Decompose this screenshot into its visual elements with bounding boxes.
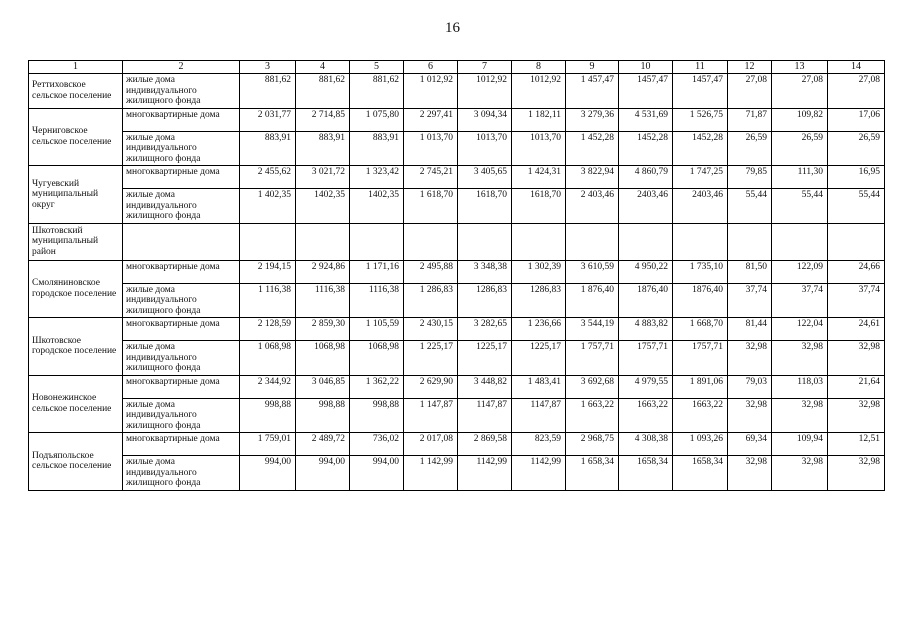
value-cell: 1286,83: [458, 283, 512, 318]
value-cell: 2 924,86: [296, 260, 350, 283]
value-cell: 1 658,34: [566, 456, 619, 491]
value-cell: 1013,70: [512, 131, 566, 166]
value-cell: 1457,47: [619, 74, 673, 109]
value-cell: 883,91: [296, 131, 350, 166]
value-cell: 1 012,92: [404, 74, 458, 109]
value-cell: [512, 223, 566, 260]
value-cell: 1 116,38: [240, 283, 296, 318]
settlement-name: Шкотовский муниципальный район: [29, 223, 123, 260]
table-row: [29, 341, 885, 376]
value-cell: 881,62: [296, 74, 350, 109]
value-cell: 1658,34: [673, 456, 728, 491]
value-cell: 81,50: [728, 260, 772, 283]
value-cell: 1 757,71: [566, 341, 619, 376]
settlement-name: Реттиховское сельское поселение: [29, 74, 123, 109]
value-cell: 881,62: [240, 74, 296, 109]
value-cell: 1 286,83: [404, 283, 458, 318]
value-cell: 2 859,30: [296, 318, 350, 341]
value-cell: 1876,40: [619, 283, 673, 318]
value-cell: 1 876,40: [566, 283, 619, 318]
value-cell: 1 302,39: [512, 260, 566, 283]
value-cell: 4 531,69: [619, 108, 673, 131]
value-cell: 1068,98: [350, 341, 404, 376]
value-cell: 2 745,21: [404, 166, 458, 189]
value-cell: 1 663,22: [566, 398, 619, 433]
value-cell: 1 105,59: [350, 318, 404, 341]
value-cell: 1452,28: [619, 131, 673, 166]
value-cell: 2 430,15: [404, 318, 458, 341]
housing-type: жилые дома индивидуального жилищного фонда: [123, 131, 240, 166]
value-cell: 21,64: [828, 375, 885, 398]
housing-type: жилые дома индивидуального жилищного фонда: [123, 341, 240, 376]
value-cell: 1 013,70: [404, 131, 458, 166]
value-cell: 32,98: [772, 398, 828, 433]
column-number-row: [29, 61, 885, 74]
table-row: [29, 223, 885, 260]
value-cell: 55,44: [728, 189, 772, 224]
value-cell: [772, 223, 828, 260]
value-cell: 1 483,41: [512, 375, 566, 398]
value-cell: 1147,87: [458, 398, 512, 433]
value-cell: 3 282,65: [458, 318, 512, 341]
table-row: [29, 74, 885, 109]
value-cell: 3 021,72: [296, 166, 350, 189]
value-cell: 1012,92: [458, 74, 512, 109]
settlement-name: Новонежинское сельское поселение: [29, 375, 123, 433]
value-cell: [240, 223, 296, 260]
table-row: [29, 108, 885, 131]
column-number: 11: [673, 61, 728, 74]
value-cell: 1618,70: [458, 189, 512, 224]
page-number: 16: [445, 20, 460, 36]
value-cell: 2403,46: [619, 189, 673, 224]
value-cell: 2 344,92: [240, 375, 296, 398]
column-number: 14: [828, 61, 885, 74]
housing-type: жилые дома индивидуального жилищного фонда: [123, 398, 240, 433]
settlement-name: Чугуевский муниципальный округ: [29, 166, 123, 224]
value-cell: 26,59: [728, 131, 772, 166]
value-cell: 27,08: [728, 74, 772, 109]
value-cell: 1452,28: [673, 131, 728, 166]
value-cell: 1 759,01: [240, 433, 296, 456]
settlement-name: Смоляниновское городское поселение: [29, 260, 123, 318]
table-row: [29, 260, 885, 283]
value-cell: 1663,22: [619, 398, 673, 433]
value-cell: 1618,70: [512, 189, 566, 224]
value-cell: 823,59: [512, 433, 566, 456]
value-cell: 4 950,22: [619, 260, 673, 283]
housing-type: жилые дома индивидуального жилищного фонда: [123, 283, 240, 318]
table-row: [29, 433, 885, 456]
housing-type: многоквартирные дома: [123, 318, 240, 341]
value-cell: 2 017,08: [404, 433, 458, 456]
value-cell: 1757,71: [619, 341, 673, 376]
column-number: 5: [350, 61, 404, 74]
value-cell: 1116,38: [350, 283, 404, 318]
value-cell: 32,98: [772, 456, 828, 491]
value-cell: 3 822,94: [566, 166, 619, 189]
value-cell: 26,59: [772, 131, 828, 166]
value-cell: 3 405,65: [458, 166, 512, 189]
value-cell: [828, 223, 885, 260]
housing-type: жилые дома индивидуального жилищного фонда: [123, 189, 240, 224]
value-cell: 736,02: [350, 433, 404, 456]
value-cell: 1402,35: [296, 189, 350, 224]
tariff-table: [28, 60, 885, 491]
value-cell: 1142,99: [512, 456, 566, 491]
value-cell: [673, 223, 728, 260]
value-cell: 1116,38: [296, 283, 350, 318]
value-cell: 3 046,85: [296, 375, 350, 398]
value-cell: 1 225,17: [404, 341, 458, 376]
column-number: 1: [29, 61, 123, 74]
value-cell: 3 692,68: [566, 375, 619, 398]
housing-type: многоквартирные дома: [123, 375, 240, 398]
value-cell: 1 093,26: [673, 433, 728, 456]
settlement-name: Подъяпольское сельское поселение: [29, 433, 123, 491]
value-cell: 122,09: [772, 260, 828, 283]
value-cell: 111,30: [772, 166, 828, 189]
value-cell: 27,08: [828, 74, 885, 109]
value-cell: 881,62: [350, 74, 404, 109]
value-cell: 994,00: [350, 456, 404, 491]
value-cell: 32,98: [828, 398, 885, 433]
value-cell: 1013,70: [458, 131, 512, 166]
value-cell: [404, 223, 458, 260]
value-cell: 4 860,79: [619, 166, 673, 189]
column-number: 12: [728, 61, 772, 74]
value-cell: 1 891,06: [673, 375, 728, 398]
value-cell: 32,98: [728, 398, 772, 433]
value-cell: 71,87: [728, 108, 772, 131]
value-cell: 16,95: [828, 166, 885, 189]
housing-type: жилые дома индивидуального жилищного фонда: [123, 74, 240, 109]
value-cell: 1142,99: [458, 456, 512, 491]
value-cell: 1457,47: [673, 74, 728, 109]
column-number: 8: [512, 61, 566, 74]
value-cell: 55,44: [828, 189, 885, 224]
value-cell: 37,74: [772, 283, 828, 318]
value-cell: 122,04: [772, 318, 828, 341]
value-cell: 3 448,82: [458, 375, 512, 398]
value-cell: 2 194,15: [240, 260, 296, 283]
value-cell: 79,03: [728, 375, 772, 398]
column-number: 13: [772, 61, 828, 74]
value-cell: 2 714,85: [296, 108, 350, 131]
value-cell: 2 495,88: [404, 260, 458, 283]
value-cell: 1 075,80: [350, 108, 404, 131]
value-cell: 4 979,55: [619, 375, 673, 398]
value-cell: [296, 223, 350, 260]
table-row: [29, 283, 885, 318]
column-number: 6: [404, 61, 458, 74]
value-cell: 1 424,31: [512, 166, 566, 189]
value-cell: 2 489,72: [296, 433, 350, 456]
value-cell: 1286,83: [512, 283, 566, 318]
settlement-name: Черниговское сельское поселение: [29, 108, 123, 166]
table-row: [29, 131, 885, 166]
value-cell: 3 094,34: [458, 108, 512, 131]
housing-type: многоквартирные дома: [123, 260, 240, 283]
value-cell: 24,61: [828, 318, 885, 341]
housing-type: многоквартирные дома: [123, 433, 240, 456]
value-cell: 2 403,46: [566, 189, 619, 224]
value-cell: 1876,40: [673, 283, 728, 318]
value-cell: 994,00: [240, 456, 296, 491]
housing-type: жилые дома индивидуального жилищного фонда: [123, 456, 240, 491]
value-cell: 3 279,36: [566, 108, 619, 131]
value-cell: 1 668,70: [673, 318, 728, 341]
column-number: 9: [566, 61, 619, 74]
value-cell: 27,08: [772, 74, 828, 109]
table-row: [29, 318, 885, 341]
value-cell: 2 297,41: [404, 108, 458, 131]
value-cell: 32,98: [728, 456, 772, 491]
value-cell: 1 323,42: [350, 166, 404, 189]
value-cell: 109,94: [772, 433, 828, 456]
value-cell: 26,59: [828, 131, 885, 166]
value-cell: 1663,22: [673, 398, 728, 433]
value-cell: 883,91: [350, 131, 404, 166]
value-cell: 17,06: [828, 108, 885, 131]
value-cell: 1 526,75: [673, 108, 728, 131]
table-row: [29, 456, 885, 491]
column-number: 2: [123, 61, 240, 74]
value-cell: 1 457,47: [566, 74, 619, 109]
table-body: [29, 61, 885, 491]
value-cell: 1 618,70: [404, 189, 458, 224]
value-cell: 1 147,87: [404, 398, 458, 433]
housing-type: многоквартирные дома: [123, 108, 240, 131]
value-cell: 1 747,25: [673, 166, 728, 189]
column-number: 4: [296, 61, 350, 74]
table-row: [29, 189, 885, 224]
value-cell: [728, 223, 772, 260]
value-cell: [458, 223, 512, 260]
value-cell: 1 735,10: [673, 260, 728, 283]
value-cell: 24,66: [828, 260, 885, 283]
value-cell: 1 171,16: [350, 260, 404, 283]
value-cell: 118,03: [772, 375, 828, 398]
value-cell: 32,98: [828, 341, 885, 376]
value-cell: [350, 223, 404, 260]
value-cell: 3 610,59: [566, 260, 619, 283]
value-cell: 883,91: [240, 131, 296, 166]
value-cell: 1 402,35: [240, 189, 296, 224]
value-cell: 2 869,58: [458, 433, 512, 456]
table-row: [29, 375, 885, 398]
value-cell: 2 031,77: [240, 108, 296, 131]
value-cell: 81,44: [728, 318, 772, 341]
value-cell: 1757,71: [673, 341, 728, 376]
table-row: [29, 166, 885, 189]
value-cell: 998,88: [296, 398, 350, 433]
value-cell: 994,00: [296, 456, 350, 491]
value-cell: 1 236,66: [512, 318, 566, 341]
value-cell: 1 452,28: [566, 131, 619, 166]
value-cell: 2 629,90: [404, 375, 458, 398]
value-cell: 998,88: [240, 398, 296, 433]
value-cell: 32,98: [728, 341, 772, 376]
value-cell: [566, 223, 619, 260]
column-number: 10: [619, 61, 673, 74]
value-cell: 4 883,82: [619, 318, 673, 341]
value-cell: 1658,34: [619, 456, 673, 491]
housing-type: многоквартирные дома: [123, 166, 240, 189]
value-cell: 1 182,11: [512, 108, 566, 131]
value-cell: 79,85: [728, 166, 772, 189]
value-cell: 1068,98: [296, 341, 350, 376]
value-cell: 1012,92: [512, 74, 566, 109]
settlement-name: Шкотовское городское поселение: [29, 318, 123, 376]
value-cell: [619, 223, 673, 260]
value-cell: 1 068,98: [240, 341, 296, 376]
value-cell: 1225,17: [512, 341, 566, 376]
housing-type: [123, 223, 240, 260]
value-cell: 998,88: [350, 398, 404, 433]
column-number: 7: [458, 61, 512, 74]
value-cell: 1402,35: [350, 189, 404, 224]
value-cell: 1 362,22: [350, 375, 404, 398]
value-cell: 3 348,38: [458, 260, 512, 283]
value-cell: 37,74: [828, 283, 885, 318]
value-cell: 12,51: [828, 433, 885, 456]
value-cell: 4 308,38: [619, 433, 673, 456]
value-cell: 55,44: [772, 189, 828, 224]
value-cell: 2 455,62: [240, 166, 296, 189]
value-cell: 2 128,59: [240, 318, 296, 341]
value-cell: 1 142,99: [404, 456, 458, 491]
value-cell: 2 968,75: [566, 433, 619, 456]
value-cell: 1147,87: [512, 398, 566, 433]
value-cell: 32,98: [828, 456, 885, 491]
value-cell: 32,98: [772, 341, 828, 376]
value-cell: 1225,17: [458, 341, 512, 376]
table-row: [29, 398, 885, 433]
value-cell: 3 544,19: [566, 318, 619, 341]
value-cell: 69,34: [728, 433, 772, 456]
value-cell: 109,82: [772, 108, 828, 131]
value-cell: 37,74: [728, 283, 772, 318]
value-cell: 2403,46: [673, 189, 728, 224]
column-number: 3: [240, 61, 296, 74]
